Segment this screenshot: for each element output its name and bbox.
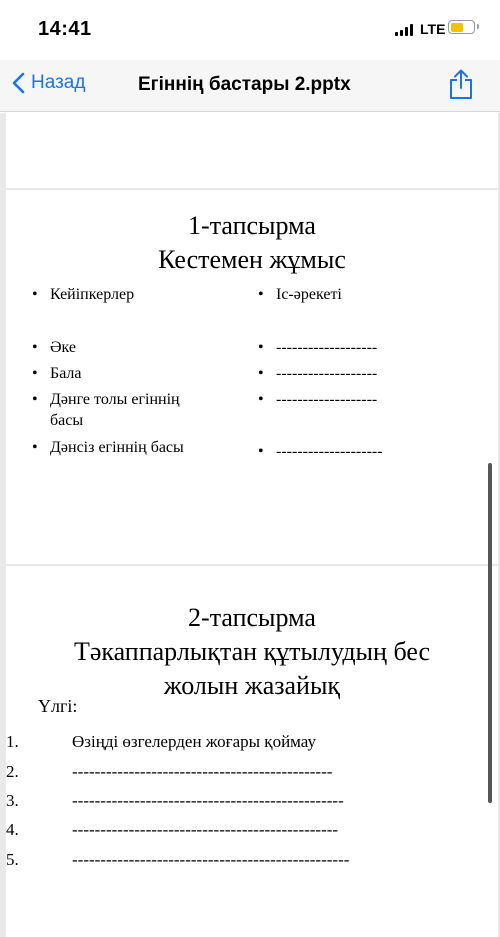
slide-2 (6, 566, 498, 937)
network-label: LTE (420, 21, 446, 37)
battery-icon (448, 20, 475, 34)
list-number: 2. (6, 762, 19, 781)
status-bar (0, 0, 500, 60)
right-item: • -------------------- (258, 441, 383, 463)
right-item: • ------------------- (258, 363, 377, 385)
back-button[interactable] (12, 72, 85, 94)
left-header: • Кейіпкерлер (32, 284, 134, 306)
left-item-continuation: басы (50, 412, 84, 429)
list-item: Өзіңді өзгелерден жоғары қоймау (72, 732, 316, 751)
right-item: • ------------------- (258, 337, 377, 359)
back-label: Назад (31, 72, 86, 93)
share-button[interactable] (448, 68, 474, 105)
share-icon (448, 68, 474, 100)
nav-bar (0, 60, 500, 112)
list-number: 3. (6, 791, 19, 810)
left-item: • Бала (32, 363, 82, 385)
status-time: 14:41 (38, 18, 92, 40)
list-item: ---------------------------------------------- (72, 762, 333, 781)
scrollbar[interactable] (488, 463, 492, 803)
right-header: • Іс-әрекеті (258, 284, 342, 306)
signal-icon (395, 24, 413, 36)
list-item: ------------------------------------------------ (72, 791, 344, 810)
list-number: 5. (6, 850, 19, 869)
slide1-title: 1-тапсырма (188, 211, 316, 240)
left-item: • Дәнсіз егіннің басы (32, 437, 184, 459)
document-viewer[interactable] (0, 113, 500, 937)
slide2-title: 2-тапсырма (188, 603, 316, 632)
left-item: • Дәнге толы егіннің (32, 389, 180, 411)
slide2-subtitle-line1: Тәкаппарлықтан құтылудың бес (73, 637, 431, 666)
slide-previous (6, 113, 498, 188)
list-item: ----------------------------------------------- (72, 820, 339, 839)
slide1-subtitle: Кестемен жұмыс (158, 245, 346, 274)
list-number: 4. (6, 820, 19, 839)
chevron-left-icon (12, 72, 25, 94)
left-item: • Әке (32, 337, 76, 359)
slide-1 (6, 190, 498, 564)
slide2-subtitle-line2: жолын жазайық (163, 671, 341, 700)
right-item: • ------------------- (258, 389, 377, 411)
list-number: 1. (6, 732, 19, 751)
document-title: Егіннің бастары 2.pptx (138, 74, 351, 95)
sample-label: Үлгі: (38, 696, 78, 716)
list-item: ------------------------------------------------- (72, 850, 350, 869)
